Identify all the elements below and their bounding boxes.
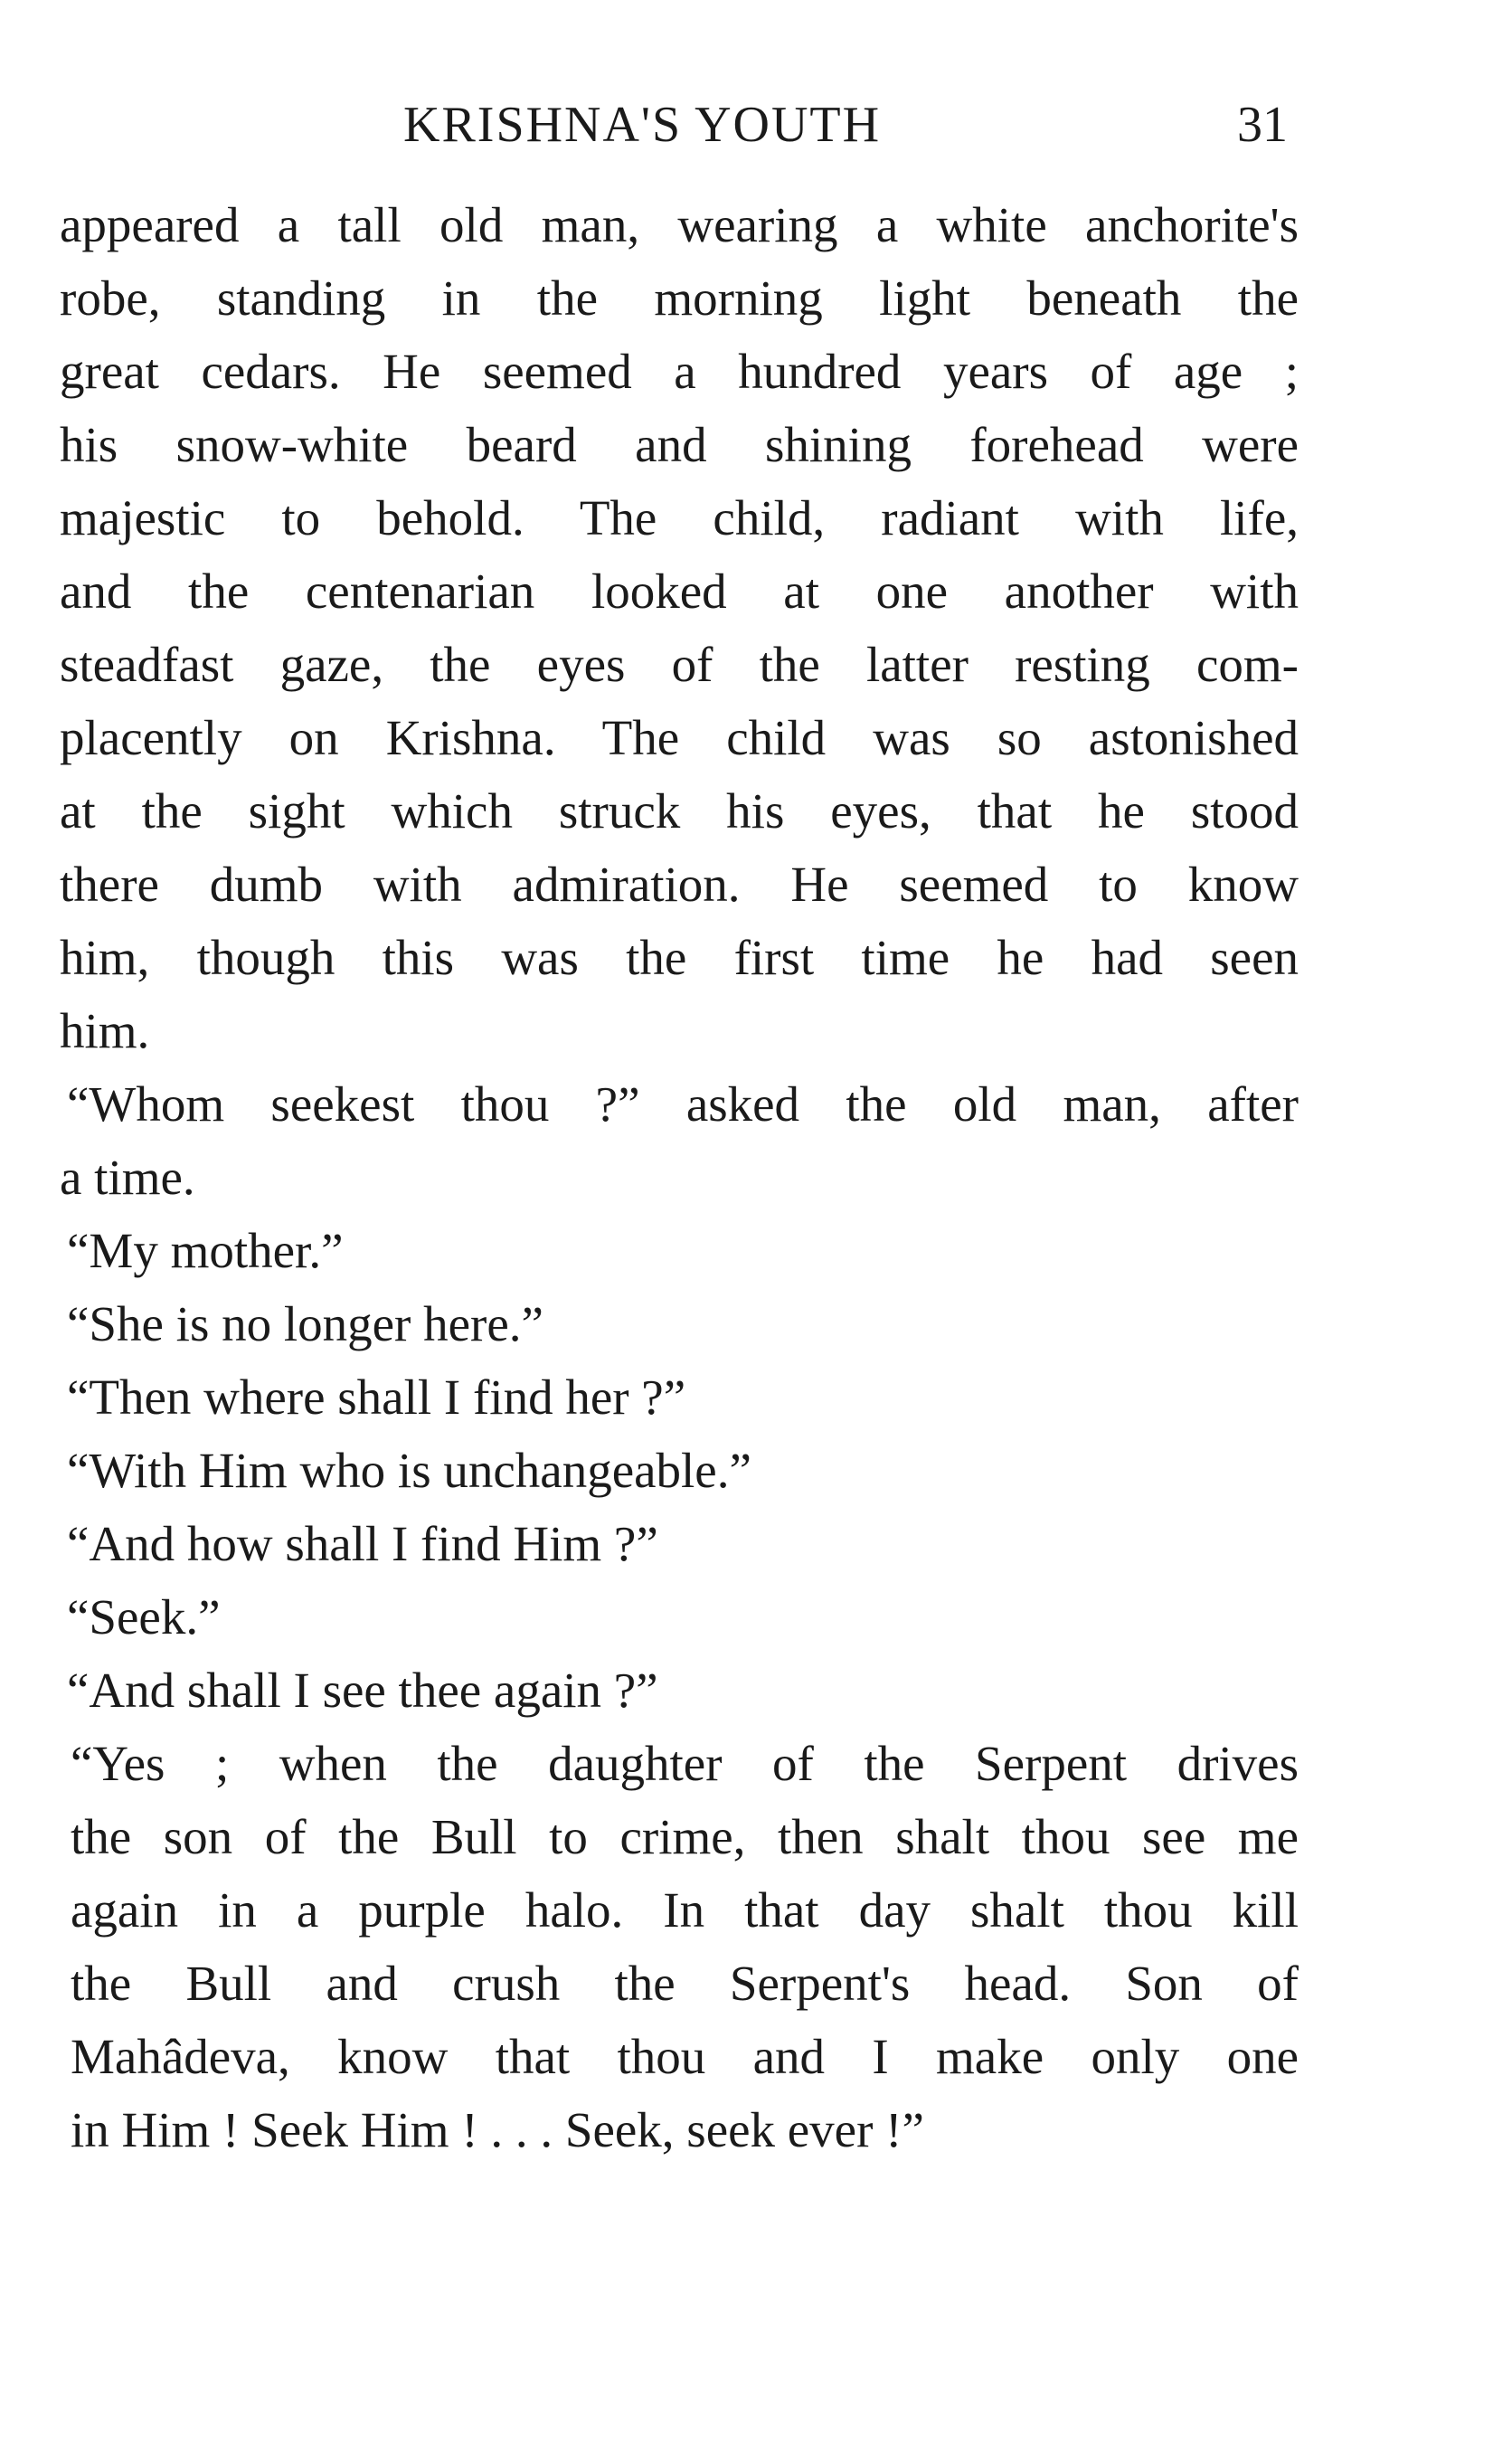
dialogue-line: “Seek.” — [67, 1589, 221, 1644]
text-line: there dumb with admiration. He seemed to know — [60, 857, 1299, 912]
dialogue-line: “Whom seekest thou ?” asked the old man, after — [67, 1076, 1299, 1132]
text-line: him. — [60, 1003, 150, 1058]
running-title: KRISHNA'S YOUTH — [403, 97, 882, 153]
text-line: Mahâdeva, know that thou and I make only one — [71, 2029, 1299, 2084]
text-line: again in a purple halo. In that day shalt thou kill — [71, 1882, 1299, 1938]
text-line: the son of the Bull to crime, then shalt thou see me — [71, 1809, 1299, 1864]
dialogue-line: “Then where shall I find her ?” — [67, 1369, 686, 1425]
dialogue-line: “My mother.” — [67, 1223, 344, 1278]
running-head — [0, 89, 1512, 161]
page-number: 31 — [1237, 97, 1288, 153]
text-line: great cedars. He seemed a hundred years of age ; — [60, 344, 1299, 399]
text-line: his snow-white beard and shining forehead were — [60, 417, 1299, 472]
dialogue-line: “And shall I see thee again ?” — [67, 1663, 658, 1718]
dialogue-line: “Yes ; when the daughter of the Serpent drives — [71, 1736, 1299, 1791]
text-line: him, though this was the first time he had seen — [60, 930, 1299, 985]
text-line: in Him ! Seek Him ! . . . Seek, seek ever !” — [71, 2102, 924, 2157]
text-line: the Bull and crush the Serpent's head. Son of — [71, 1956, 1299, 2011]
text-line: robe, standing in the morning light beneath the — [60, 270, 1299, 326]
text-line: placently on Krishna. The child was so astonished — [60, 710, 1299, 765]
dialogue-line: “With Him who is unchangeable.” — [67, 1443, 751, 1498]
text-line: steadfast gaze, the eyes of the latter resting com- — [60, 637, 1299, 692]
text-line: a time. — [60, 1150, 195, 1205]
body-text — [60, 188, 1299, 2166]
text-line: majestic to behold. The child, radiant with life, — [60, 490, 1299, 545]
text-line: and the centenarian looked at one another with — [60, 564, 1299, 619]
dialogue-line: “And how shall I find Him ?” — [67, 1516, 658, 1571]
text-line: appeared a tall old man, wearing a white anchorite's — [60, 197, 1299, 252]
text-line: at the sight which struck his eyes, that he stood — [60, 783, 1299, 839]
dialogue-line: “She is no longer here.” — [67, 1296, 543, 1351]
